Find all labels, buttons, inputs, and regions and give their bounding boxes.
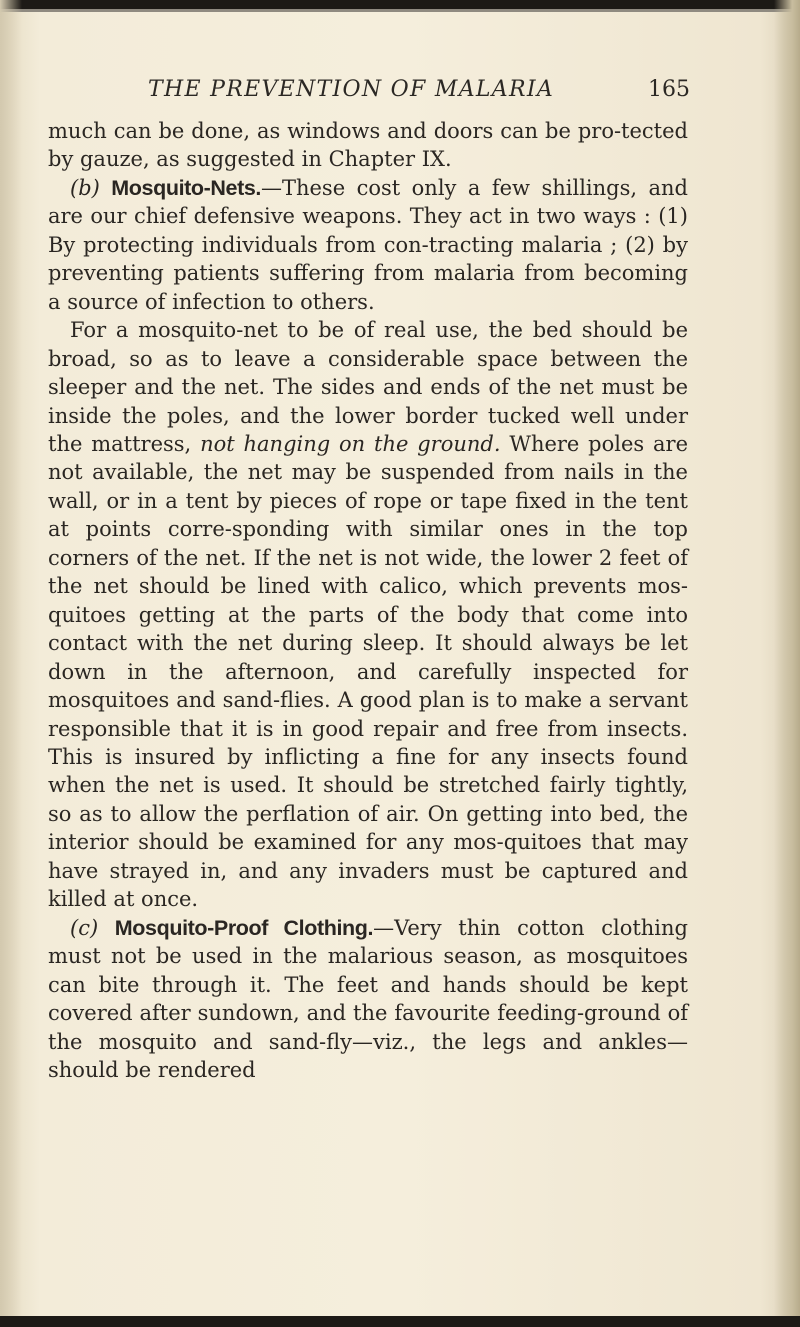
top-border xyxy=(0,0,800,9)
paragraph-net-usage-text-1: For a mosquito-net to be of real use, the bed should be broad, so as to leave a considerable space between the sleeper and the net. The sides and ends of the net must be inside the poles, and the lower border tucked well under the mattress, xyxy=(48,318,688,456)
page-number: 165 xyxy=(648,77,690,102)
top-border-shadow xyxy=(0,9,800,12)
paragraph-mosquito-proof-clothing xyxy=(48,914,688,1085)
right-page-edge xyxy=(774,0,800,1327)
paragraph-mosquito-nets xyxy=(48,174,688,316)
section-heading-mosquito-nets: Mosquito-Nets. xyxy=(111,175,261,200)
section-label-b: (b) xyxy=(70,175,100,200)
paragraph-net-usage-italic: not hanging on the ground. xyxy=(200,431,501,456)
page-header xyxy=(148,77,700,107)
section-label-c: (c) xyxy=(70,915,99,940)
left-page-edge xyxy=(0,0,22,1327)
body-text xyxy=(48,117,688,1084)
paragraph-mosquito-proof-clothing-text: —Very thin cotton clothing must not be used in the malarious season, as mosquitoes can bite through it. The feet and hands should be kept covered after sundown, and the favourite feeding-ground of the mosquito and sand-fly—viz., the legs and ankles—should be rendered xyxy=(48,915,688,1082)
running-title: THE PREVENTION OF MALARIA xyxy=(148,77,555,102)
bottom-border xyxy=(0,1316,800,1327)
section-heading-mosquito-proof-clothing: Mosquito-Proof Clothing. xyxy=(114,915,374,940)
paragraph-1: much can be done, as windows and doors can be pro-tected by gauze, as suggested in Chapter IX. xyxy=(48,119,688,172)
paragraph-mosquito-nets-text: —These cost only a few shillings, and are our chief defensive weapons. They act in two ways : (1) By protecting individuals from con-tracting malaria ; (2) by preventing patients suffering from malaria from becoming a source of infection to others. xyxy=(48,175,688,314)
paragraph-net-usage xyxy=(48,316,688,914)
paragraph-net-usage-text-2: Where poles are not available, the net may be suspended from nails in the wall, or in a tent by pieces of rope or tape fixed in the tent at points corre-sponding with similar ones in the top corners of the net. If the net is not wide, the lower 2 feet of the net should be lined with calico, which prevents mos-quitoes getting at the parts of the body that come into contact with the net during sleep. It should always be let down in the afternoon, and carefully inspected for mosquitoes and sand-flies. A good plan is to make a servant responsible that it is in good repair and free from insects. This is insured by inflicting a fine for any insects found when the net is used. It should be stretched fairly tightly, so as to allow the perflation of air. On getting into bed, the interior should be examined for any mos-quitoes that may have strayed in, and any invaders must be captured and killed at once. xyxy=(48,431,689,912)
